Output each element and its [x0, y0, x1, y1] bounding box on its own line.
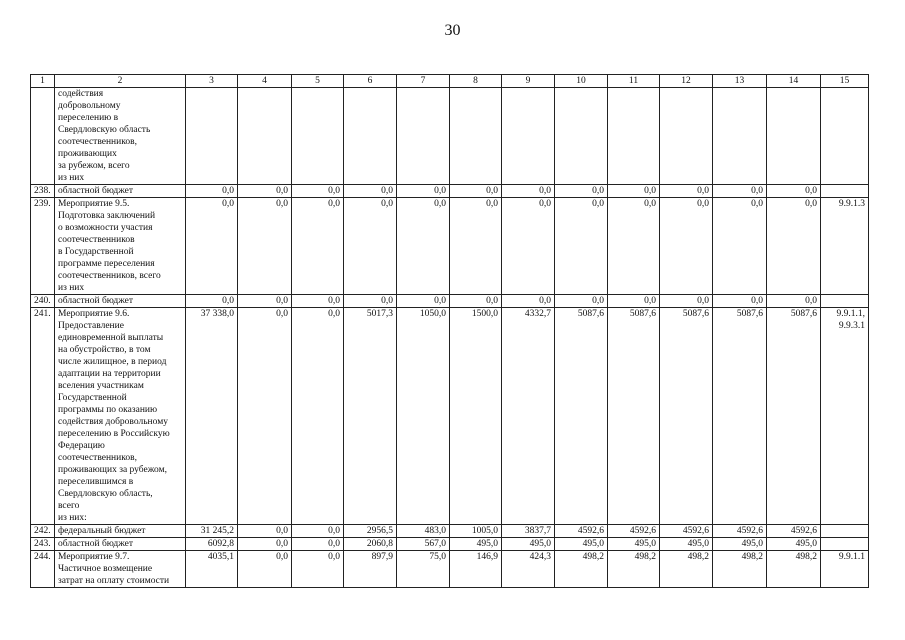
row-number: 238. [31, 185, 55, 198]
value-cell: 0,0 [397, 185, 450, 198]
column-header: 4 [238, 75, 292, 88]
value-cell [450, 88, 502, 185]
row-name: Мероприятие 9.7. Частичное возмещение затрат на оплату стоимости [55, 551, 186, 588]
value-cell: 0,0 [186, 185, 238, 198]
value-cell: 5087,6 [713, 308, 767, 525]
value-cell: 0,0 [292, 538, 344, 551]
budget-table [30, 74, 869, 588]
column-header: 13 [713, 75, 767, 88]
value-cell: 0,0 [767, 185, 821, 198]
value-cell: 5017,3 [344, 308, 397, 525]
value-cell [344, 88, 397, 185]
value-cell: 5087,6 [660, 308, 713, 525]
value-cell: 498,2 [608, 551, 660, 588]
row-name: областной бюджет [55, 538, 186, 551]
value-cell: 0,0 [238, 551, 292, 588]
value-cell [713, 88, 767, 185]
column-header: 8 [450, 75, 502, 88]
value-cell: 0,0 [292, 551, 344, 588]
value-cell: 2956,5 [344, 525, 397, 538]
table-row [31, 308, 869, 525]
value-cell: 0,0 [555, 295, 608, 308]
column-header: 10 [555, 75, 608, 88]
target-reference: 9.9.1.3 [821, 198, 869, 295]
value-cell: 0,0 [238, 295, 292, 308]
table-row [31, 538, 869, 551]
target-reference [821, 295, 869, 308]
row-number: 243. [31, 538, 55, 551]
value-cell: 0,0 [555, 185, 608, 198]
row-number: 241. [31, 308, 55, 525]
value-cell: 0,0 [397, 198, 450, 295]
value-cell: 0,0 [292, 525, 344, 538]
value-cell: 0,0 [608, 185, 660, 198]
value-cell: 0,0 [344, 198, 397, 295]
value-cell [397, 88, 450, 185]
value-cell: 0,0 [608, 295, 660, 308]
value-cell: 0,0 [608, 198, 660, 295]
value-cell: 4592,6 [767, 525, 821, 538]
column-header: 3 [186, 75, 238, 88]
value-cell: 498,2 [767, 551, 821, 588]
value-cell: 146,9 [450, 551, 502, 588]
value-cell: 31 245,2 [186, 525, 238, 538]
value-cell [238, 88, 292, 185]
value-cell: 4592,6 [555, 525, 608, 538]
value-cell: 2060,8 [344, 538, 397, 551]
value-cell [186, 88, 238, 185]
value-cell: 0,0 [502, 295, 555, 308]
value-cell: 0,0 [186, 295, 238, 308]
value-cell: 0,0 [344, 295, 397, 308]
value-cell [660, 88, 713, 185]
value-cell: 0,0 [397, 295, 450, 308]
value-cell: 498,2 [660, 551, 713, 588]
column-header: 9 [502, 75, 555, 88]
value-cell: 4035,1 [186, 551, 238, 588]
row-number: 239. [31, 198, 55, 295]
table-row [31, 295, 869, 308]
value-cell: 0,0 [713, 295, 767, 308]
target-reference [821, 88, 869, 185]
value-cell [502, 88, 555, 185]
value-cell: 498,2 [555, 551, 608, 588]
value-cell: 75,0 [397, 551, 450, 588]
row-number [31, 88, 55, 185]
value-cell: 495,0 [660, 538, 713, 551]
value-cell [608, 88, 660, 185]
target-reference: 9.9.1.1 [821, 551, 869, 588]
target-reference [821, 525, 869, 538]
value-cell: 495,0 [713, 538, 767, 551]
column-header: 1 [31, 75, 55, 88]
table-row [31, 185, 869, 198]
column-header: 6 [344, 75, 397, 88]
value-cell: 0,0 [450, 185, 502, 198]
value-cell: 4592,6 [608, 525, 660, 538]
target-reference [821, 538, 869, 551]
value-cell: 0,0 [767, 295, 821, 308]
value-cell: 1050,0 [397, 308, 450, 525]
value-cell: 567,0 [397, 538, 450, 551]
value-cell: 0,0 [292, 185, 344, 198]
table-body [31, 75, 869, 588]
value-cell: 4332,7 [502, 308, 555, 525]
value-cell: 0,0 [660, 295, 713, 308]
value-cell: 0,0 [555, 198, 608, 295]
value-cell: 0,0 [713, 198, 767, 295]
value-cell: 5087,6 [555, 308, 608, 525]
value-cell: 495,0 [555, 538, 608, 551]
row-name: областной бюджет [55, 185, 186, 198]
value-cell: 0,0 [502, 185, 555, 198]
value-cell: 5087,6 [767, 308, 821, 525]
value-cell: 0,0 [344, 185, 397, 198]
value-cell: 424,3 [502, 551, 555, 588]
table-row [31, 88, 869, 185]
value-cell: 0,0 [238, 185, 292, 198]
row-name: федеральный бюджет [55, 525, 186, 538]
row-number: 242. [31, 525, 55, 538]
column-header: 7 [397, 75, 450, 88]
value-cell: 4592,6 [713, 525, 767, 538]
value-cell: 897,9 [344, 551, 397, 588]
value-cell: 0,0 [502, 198, 555, 295]
column-header: 14 [767, 75, 821, 88]
value-cell: 495,0 [502, 538, 555, 551]
value-cell: 6092,8 [186, 538, 238, 551]
value-cell: 483,0 [397, 525, 450, 538]
target-reference: 9.9.1.1, 9.9.3.1 [821, 308, 869, 525]
table-header-row [31, 75, 869, 88]
column-header: 15 [821, 75, 869, 88]
table-row [31, 198, 869, 295]
row-name: Мероприятие 9.5. Подготовка заключений о возможности участия соотечественников в Государственной программе переселения соотечественников, всего из них [55, 198, 186, 295]
value-cell: 4592,6 [660, 525, 713, 538]
value-cell: 495,0 [450, 538, 502, 551]
value-cell [292, 88, 344, 185]
value-cell: 0,0 [292, 295, 344, 308]
value-cell: 5087,6 [608, 308, 660, 525]
value-cell: 0,0 [238, 308, 292, 525]
table-row [31, 525, 869, 538]
value-cell: 0,0 [713, 185, 767, 198]
value-cell: 0,0 [292, 308, 344, 525]
value-cell: 1005,0 [450, 525, 502, 538]
row-name: содействия добровольному переселению в Свердловскую область соотечественников, проживающих за рубежом, всего из них [55, 88, 186, 185]
value-cell: 37 338,0 [186, 308, 238, 525]
value-cell: 3837,7 [502, 525, 555, 538]
value-cell [767, 88, 821, 185]
value-cell: 0,0 [767, 198, 821, 295]
column-header: 2 [55, 75, 186, 88]
page-number: 30 [444, 22, 461, 39]
value-cell: 0,0 [660, 198, 713, 295]
value-cell: 0,0 [238, 538, 292, 551]
value-cell: 0,0 [238, 198, 292, 295]
row-name: областной бюджет [55, 295, 186, 308]
value-cell: 0,0 [450, 198, 502, 295]
value-cell: 0,0 [186, 198, 238, 295]
table-row [31, 551, 869, 588]
column-header: 12 [660, 75, 713, 88]
value-cell: 498,2 [713, 551, 767, 588]
value-cell: 0,0 [238, 525, 292, 538]
value-cell: 0,0 [660, 185, 713, 198]
column-header: 5 [292, 75, 344, 88]
value-cell: 495,0 [608, 538, 660, 551]
value-cell: 1500,0 [450, 308, 502, 525]
column-header: 11 [608, 75, 660, 88]
value-cell: 0,0 [292, 198, 344, 295]
row-number: 240. [31, 295, 55, 308]
value-cell: 0,0 [450, 295, 502, 308]
value-cell: 495,0 [767, 538, 821, 551]
row-number: 244. [31, 551, 55, 588]
row-name: Мероприятие 9.6. Предоставление единовременной выплаты на обустройство, в том числе жилищное, в период адаптации на территории вселения участникам Государственной программы по оказанию содействия добровольному переселению в Российскую Федерацию соотечественников, проживающих за рубежом, переселившимся в Свердловскую область, всего из них: [55, 308, 186, 525]
target-reference [821, 185, 869, 198]
value-cell [555, 88, 608, 185]
